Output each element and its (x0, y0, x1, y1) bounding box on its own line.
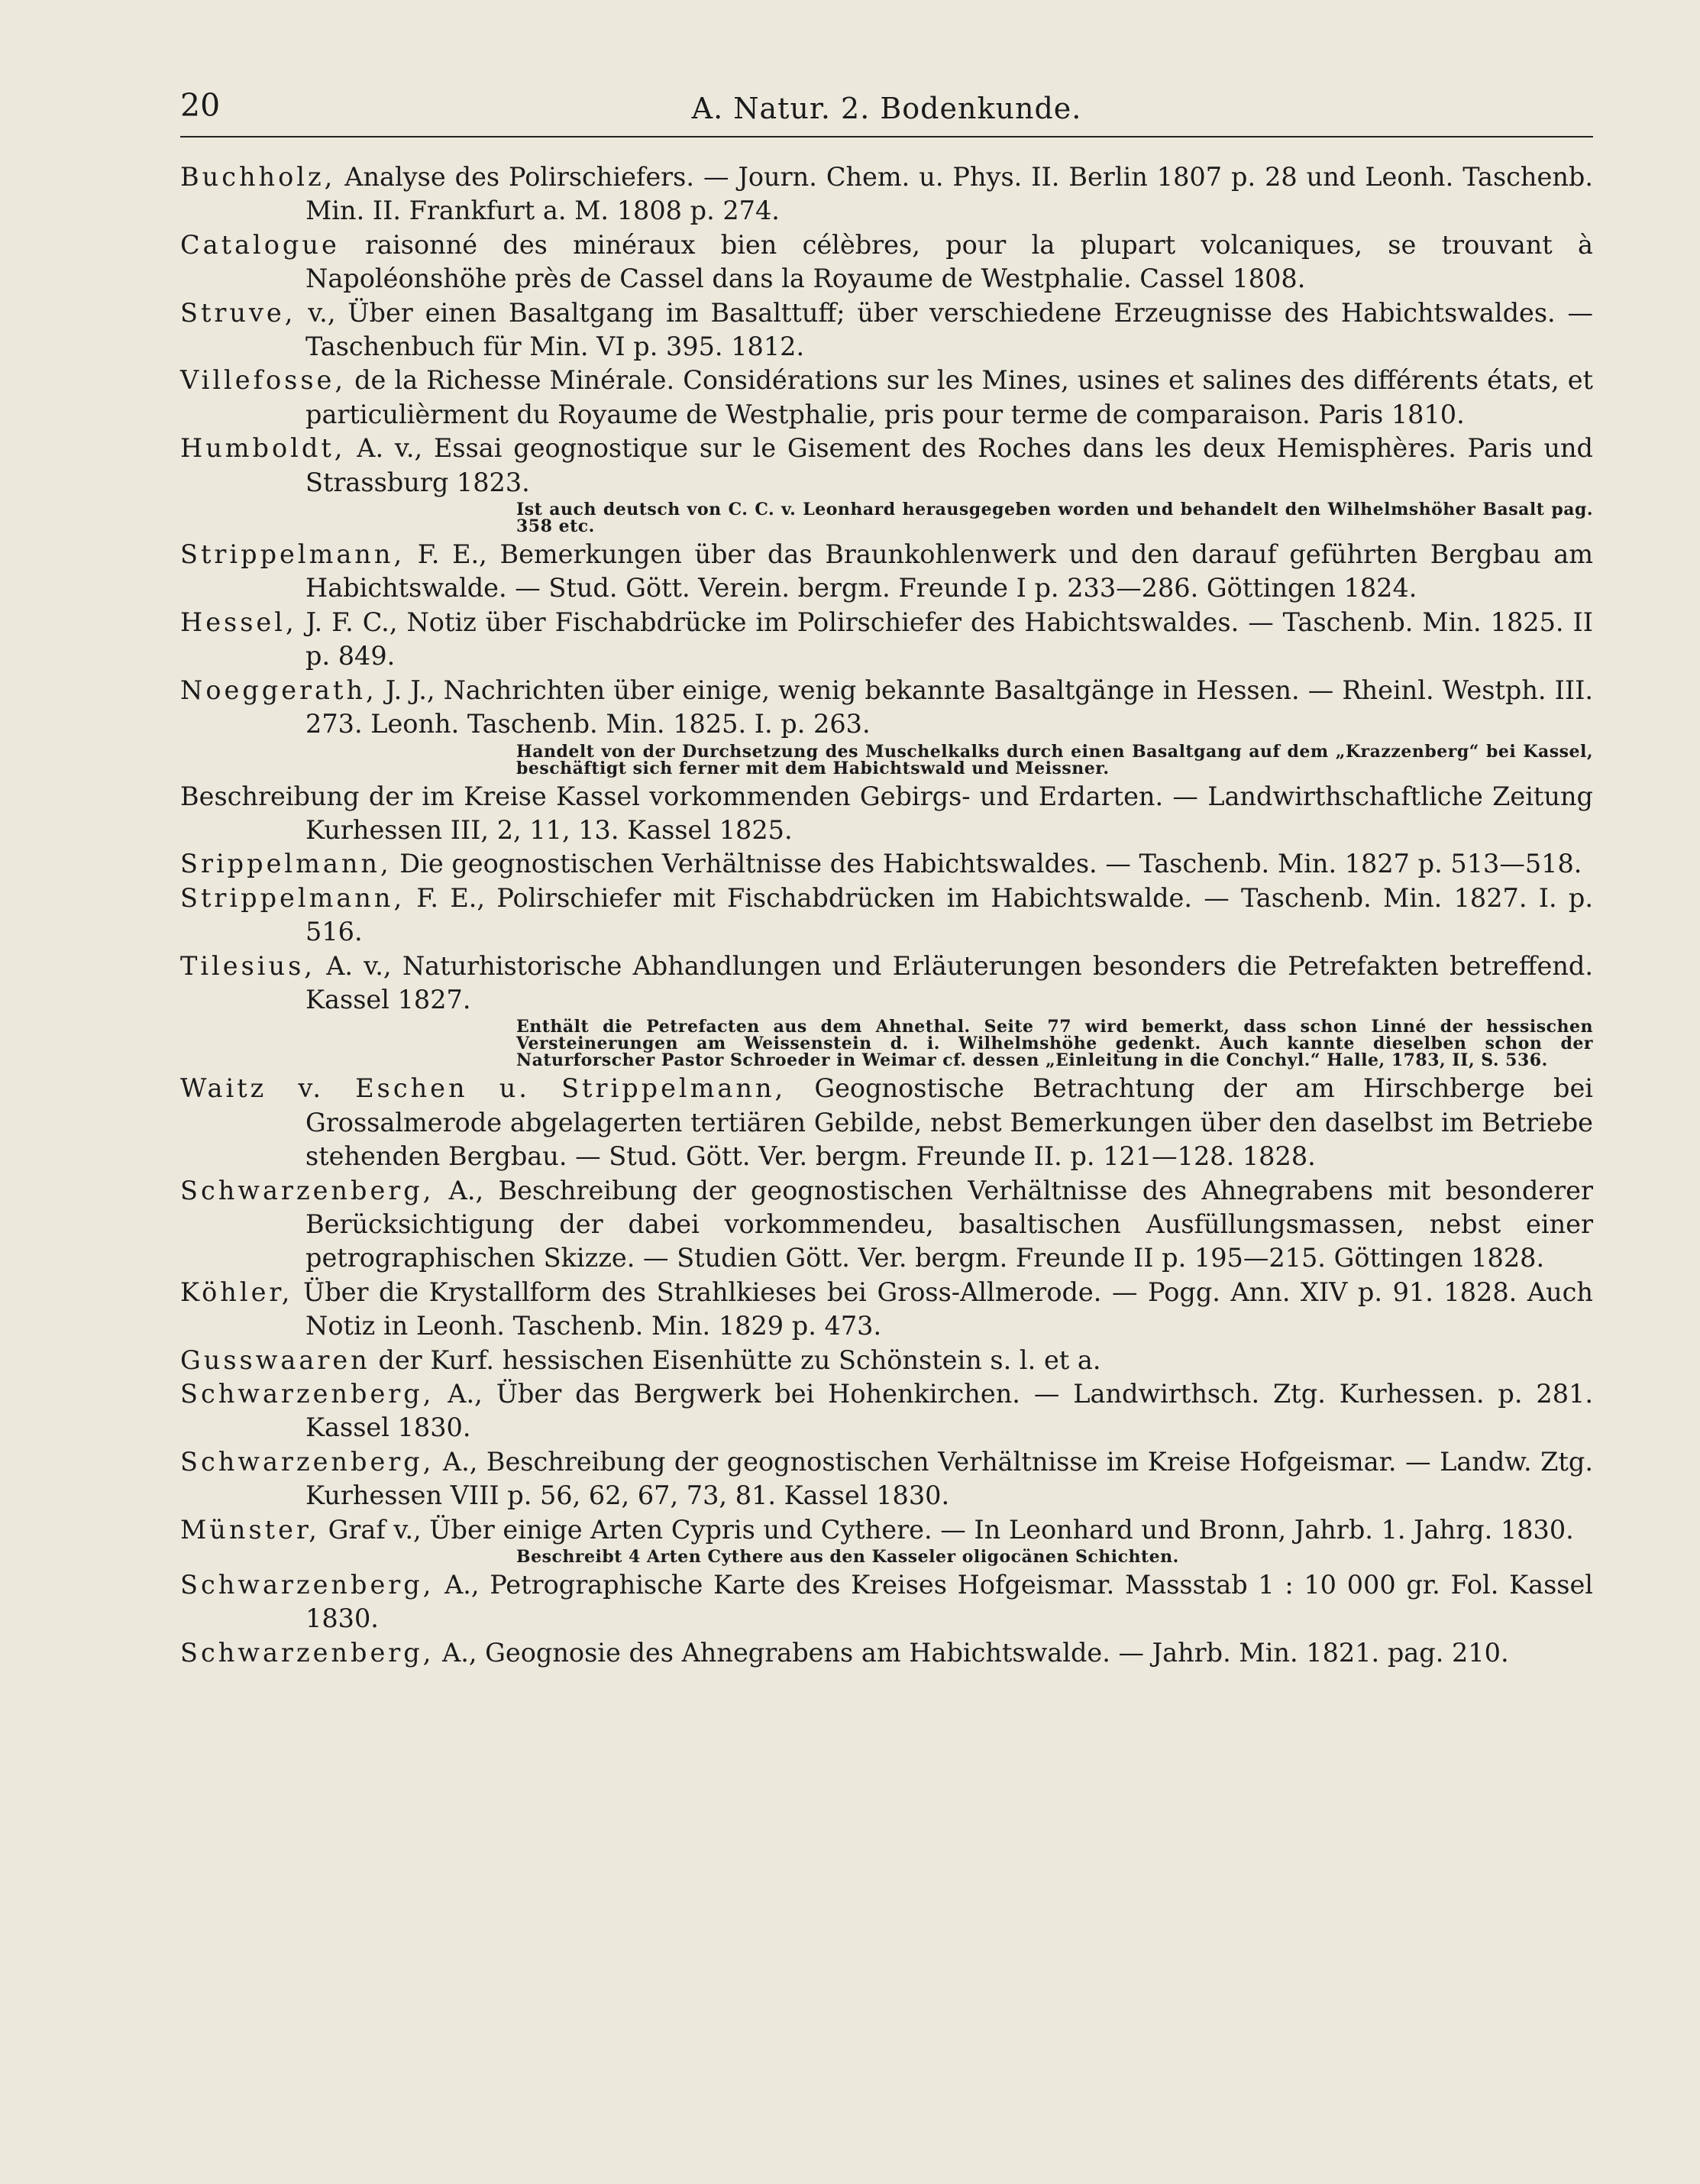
entry-text: A., Petrographische Karte des Kreises Hofgeismar. Massstab 1 : 10 000 gr. Fol. Kassel 1830. (305, 1570, 1593, 1634)
entry-author: Gusswaaren (180, 1344, 370, 1375)
entry-author: Schwarzenberg, (180, 1570, 435, 1600)
bibliography-entry (180, 1174, 1593, 1276)
entry-text: A. v., Naturhistorische Abhandlungen und Erläuterungen besonders die Petrefakten betreffend. Kassel 1827. (305, 950, 1593, 1014)
entry-text: A. v., Essai geognostique sur le Gisement des Roches dans les deux Hemisphères. Paris und Strassburg 1823. (305, 433, 1593, 497)
entry-author: Münster, (180, 1514, 320, 1545)
entry-author: Humboldt, (180, 433, 346, 464)
entry-author: Strippelmann, (180, 882, 406, 913)
bibliography-entry (180, 1445, 1593, 1513)
bibliography-entry (180, 160, 1593, 228)
bibliography-entry (180, 296, 1593, 364)
entry-author: Strippelmann, (180, 539, 406, 570)
entry-text: Geognostische Betrachtung der am Hirschberge bei Grossalmerode abgelagerten tertiären Gebilde, nebst Bemerkungen über den daselbst im Betriebe stehenden Bergbau. — Stud. Gött. Ver. bergm. Freunde II. p. 121—128. 1828. (305, 1073, 1593, 1172)
entry-text: Über die Krystallform des Strahlkieses bei Gross-Allmerode. — Pogg. Ann. XIV p. 91. 1828. Auch Notiz in Leonh. Taschenb. Min. 1829 p. 473. (292, 1276, 1593, 1341)
entry-author: Catalogue (180, 229, 340, 260)
page-header (180, 83, 1593, 138)
bibliography-entry (180, 1377, 1593, 1445)
entry-text: A., Über das Bergwerk bei Hohenkirchen. — Landwirthsch. Ztg. Kurhessen. p. 281. Kassel 1830. (305, 1379, 1593, 1443)
entry-author: Waitz v. Eschen u. Strippelmann, (180, 1073, 787, 1104)
entry-author: Schwarzenberg, (180, 1175, 435, 1205)
bibliography-entry (180, 1276, 1593, 1344)
entry-author: Hessel, (180, 607, 297, 637)
entry-text: v., Über einen Basaltgang im Basalttuff; über verschiedene Erzeugnisse des Habichtswaldes. — Taschenbuch für Min. VI p. 395. 1812. (296, 297, 1593, 362)
bibliography-entry (180, 1636, 1593, 1670)
annotation-note: Beschreibt 4 Arten Cythere aus den Kasseler oligocänen Schichten. (516, 1547, 1179, 1568)
bibliography-entry (180, 1568, 1593, 1636)
entry-text: der Kurf. hessischen Eisenhütte zu Schönstein s. l. et a. (370, 1344, 1101, 1375)
entry-author: Schwarzenberg, (180, 1379, 435, 1409)
annotation-note: Handelt von der Durchsetzung des Muschelkalks durch einen Basaltgang auf dem „Krazzenberg“ bei Kassel, beschäftigt sich ferner mit dem Habichtswald und Meissner. (516, 741, 1593, 778)
bibliography-entry (180, 606, 1593, 674)
bibliography-entry (180, 882, 1593, 950)
bibliography-entry (180, 228, 1593, 296)
annotation-note: Enthält die Petrefacten aus dem Ahnethal. Seite 77 wird bemerkt, dass schon Linné der hessischen Versteinerungen am Weissenstein d. i. Wilhelmshöhe gedenkt. Auch kannte dieselben schon der Naturforscher Pastor Schroeder in Weimar cf. dessen „Einleitung in die Conchyl.“ Halle, 1783, II, S. 536. (516, 1017, 1593, 1071)
bibliography-entry (180, 674, 1593, 742)
bibliography-entry (180, 1344, 1593, 1377)
entry-text: A., Beschreibung der geognostischen Verhältnisse im Kreise Hofgeismar. — Landw. Ztg. Kurhessen VIII p. 56, 62, 67, 73, 81. Kassel 1830. (305, 1446, 1593, 1511)
entry-text: F. E., Polirschiefer mit Fischabdrücken im Habichtswalde. — Taschenb. Min. 1827. I. p. 516. (305, 882, 1593, 947)
entry-text: de la Richesse Minérale. Considérations sur les Mines, usines et salines des différents états, et particulièrment du Royaume de Westphalie, pris pour terme de comparaison. Paris 1810. (305, 365, 1593, 429)
bibliography-list (180, 160, 1593, 1670)
page-number: 20 (180, 87, 221, 124)
entry-text: J. F. C., Notiz über Fischabdrücke im Polirschiefer des Habichtswaldes. — Taschenb. Min. 1825. II p. 849. (296, 607, 1593, 671)
entry-author: Struve, (180, 297, 296, 328)
entry-text: A., Beschreibung der geognostischen Verhältnisse des Ahnegrabens mit besonderer Berücksichtigung der dabei vorkommendeu, basaltischen Ausfüllungsmassen, nebst einer petrographischen Skizze. — Studien Gött. Ver. bergm. Freunde II p. 195—215. Göttingen 1828. (305, 1175, 1593, 1273)
entry-author: Noeggerath, (180, 675, 377, 705)
entry-text: Analyse des Polirschiefers. — Journ. Chem. u. Phys. II. Berlin 1807 p. 28 und Leonh. Taschenb. Min. II. Frankfurt a. M. 1808 p. 274. (305, 162, 1593, 226)
bibliography-entry (180, 847, 1593, 881)
bibliography-entry (180, 1072, 1593, 1173)
entry-author: Köhler, (180, 1276, 293, 1307)
entry-text: Beschreibung der im Kreise Kassel vorkommenden Gebirgs- und Erdarten. — Landwirthschaftliche Zeitung Kurhessen III, 2, 11, 13. Kassel 1825. (180, 781, 1593, 845)
entry-author: Srippelmann, (180, 849, 392, 879)
bibliography-entry (180, 538, 1593, 606)
entry-text: J. J., Nachrichten über einige, wenig bekannte Basaltgänge in Hessen. — Rheinl. Westph. III. 273. Leonh. Taschenb. Min. 1825. I. p. 263. (305, 675, 1593, 739)
entry-author: Buchholz, (180, 162, 336, 192)
entry-text: F. E., Bemerkungen über das Braunkohlenwerk und den darauf geführten Bergbau am Habichtswalde. — Stud. Gött. Verein. bergm. Freunde I p. 233—286. Göttingen 1824. (305, 539, 1593, 603)
entry-author: Tilesius, (180, 950, 315, 981)
entry-author: Schwarzenberg, (180, 1446, 435, 1477)
annotation-note: Ist auch deutsch von C. C. v. Leonhard herausgegeben worden und behandelt den Wilhelmshöher Basalt pag. 358 etc. (516, 500, 1593, 537)
bibliography-entry (180, 364, 1593, 432)
entry-author: Schwarzenberg, (180, 1637, 435, 1668)
bibliography-entry (180, 950, 1593, 1018)
entry-text: raisonné des minéraux bien célèbres, pour la plupart volcaniques, se trouvant à Napoléonshöhe près de Cassel dans la Royaume de Westphalie. Cassel 1808. (305, 229, 1593, 294)
bibliography-entry (180, 780, 1593, 848)
bibliography-entry (180, 1513, 1593, 1547)
entry-text: Graf v., Über einige Arten Cypris und Cythere. — In Leonhard und Bronn, Jahrb. 1. Jahrg. 1830. (319, 1514, 1574, 1545)
running-title: A. Natur. 2. Bodenkunde. (691, 92, 1082, 125)
entry-author: Villefosse, (180, 365, 346, 396)
entry-text: Die geognostischen Verhältnisse des Habichtswaldes. — Taschenb. Min. 1827 p. 513—518. (391, 849, 1582, 879)
entry-text: A., Geognosie des Ahnegrabens am Habichtswalde. — Jahrb. Min. 1821. pag. 210. (434, 1637, 1509, 1668)
bibliography-entry (180, 432, 1593, 500)
